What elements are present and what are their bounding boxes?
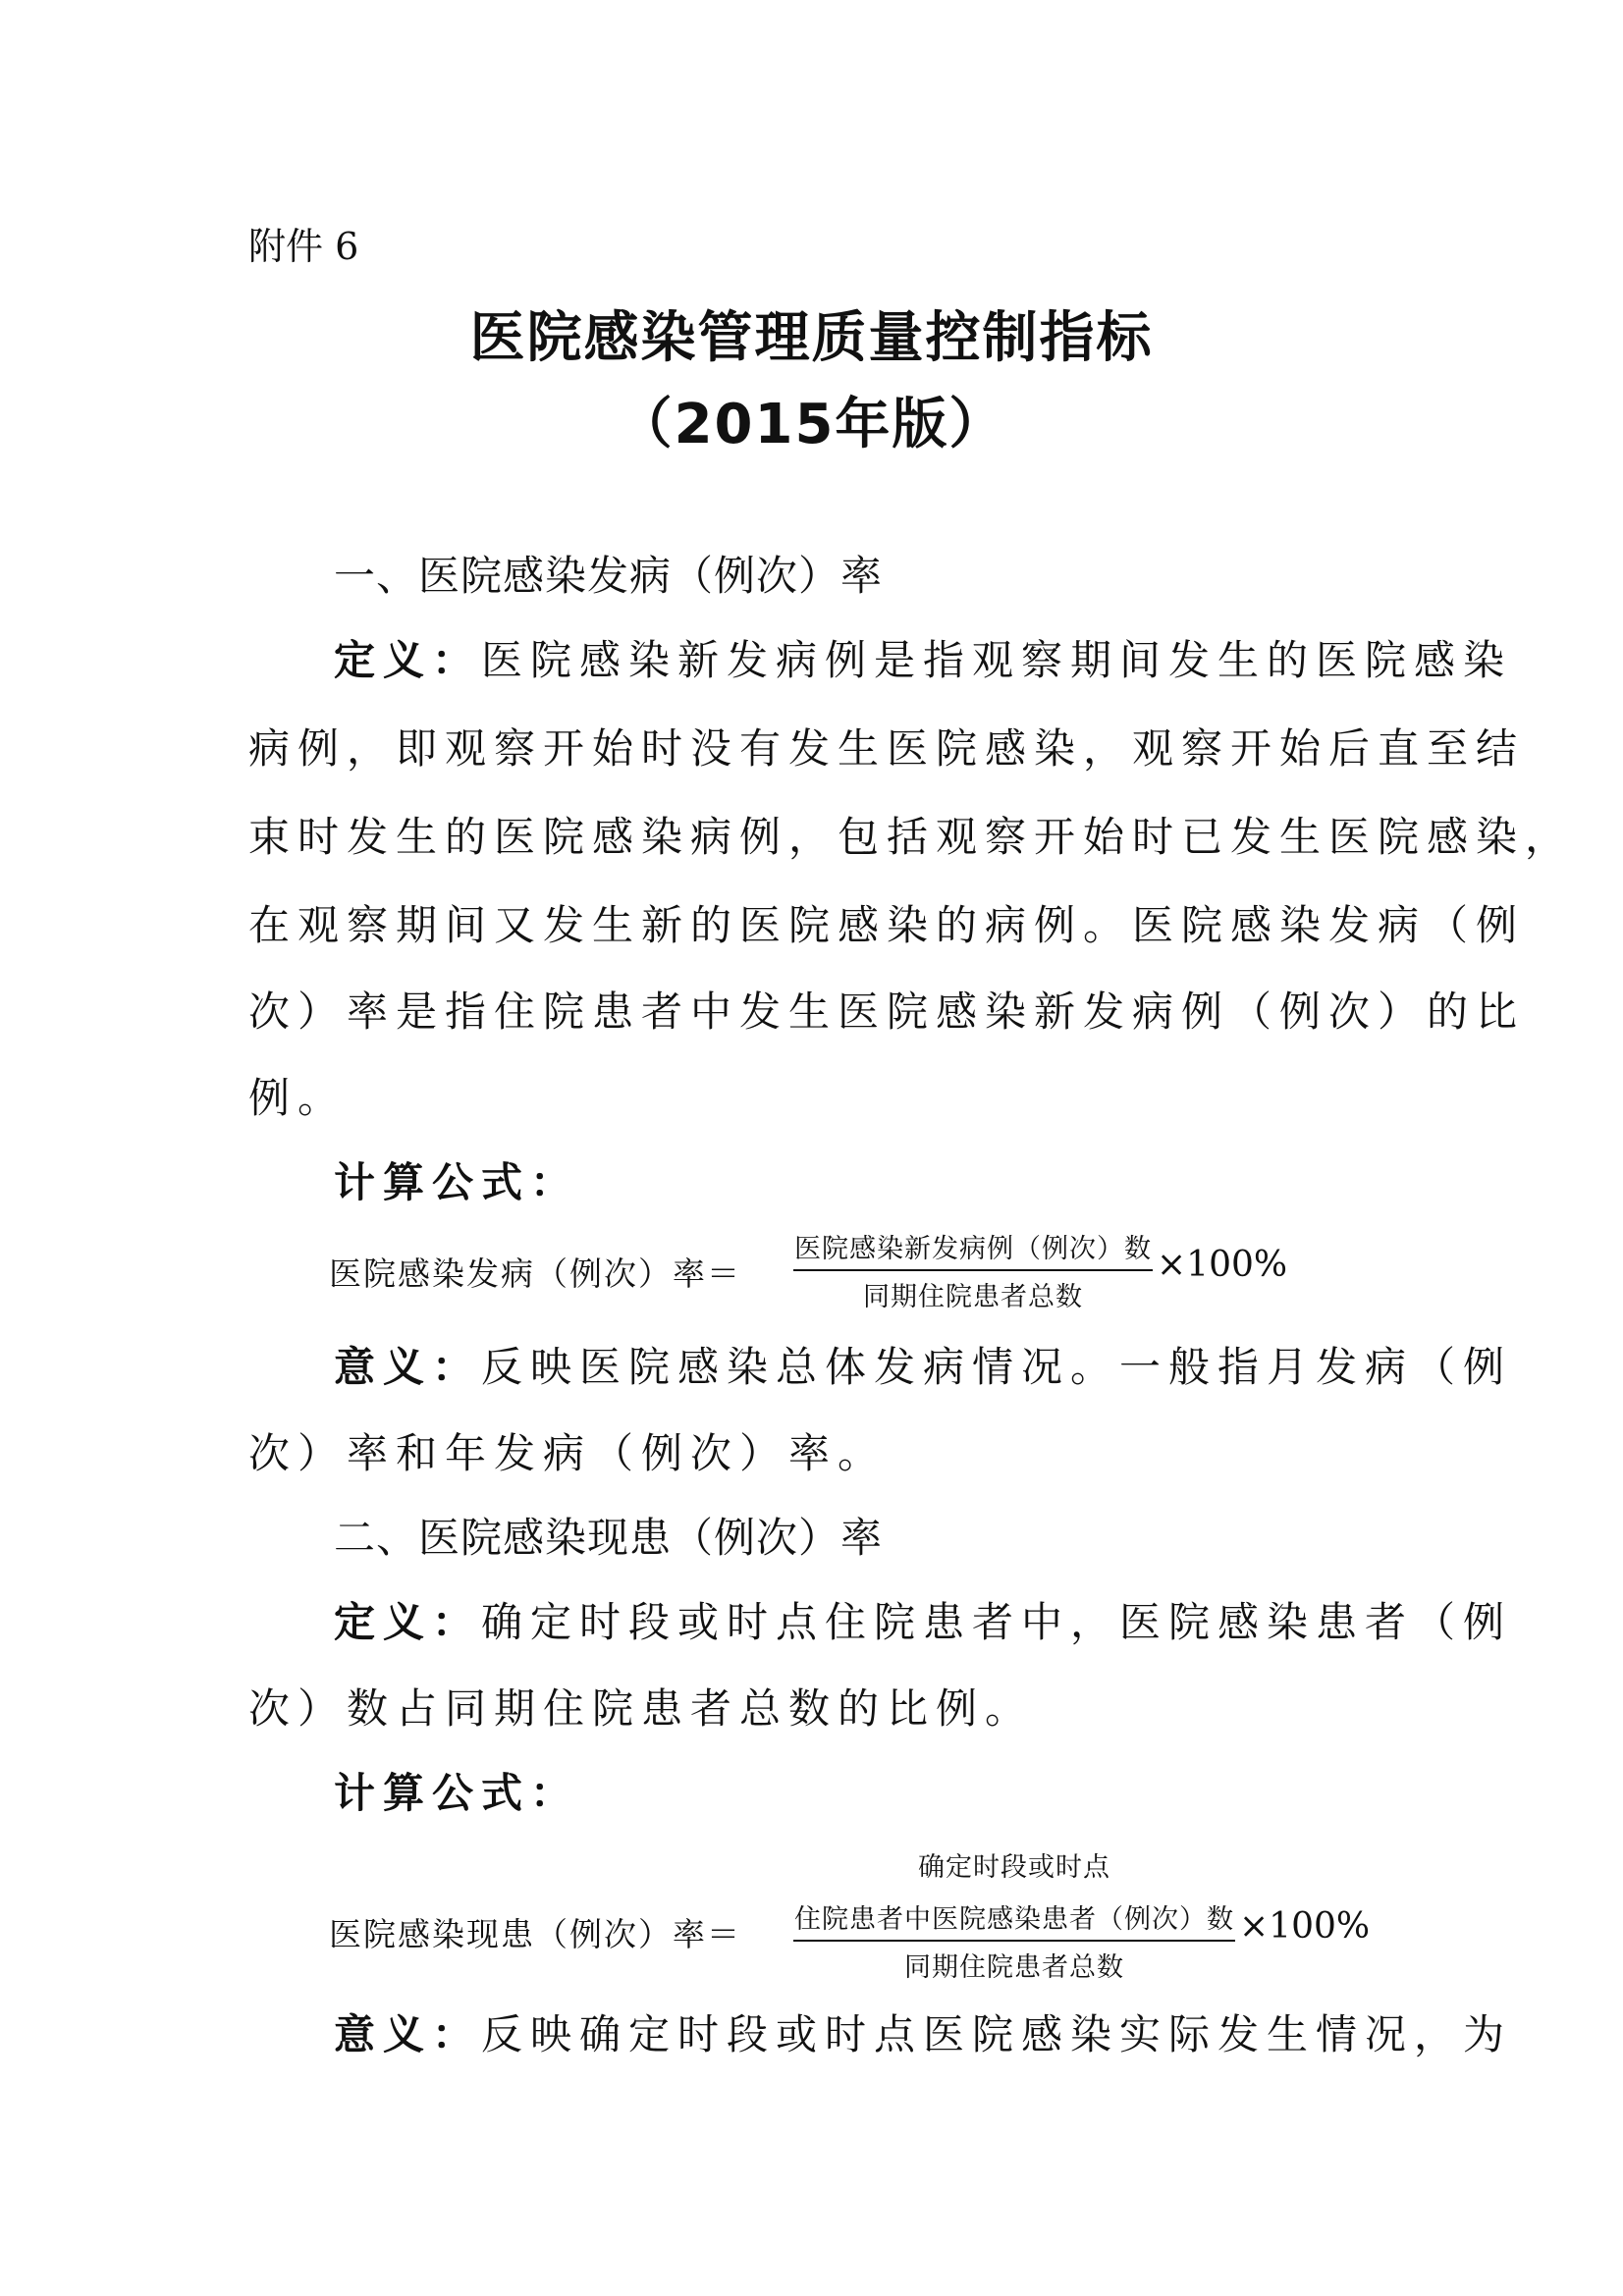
- section2-definition-line-2: 次）数占同期住院患者总数的比例。: [248, 1684, 1035, 1733]
- section2-formula-label: 计算公式：: [334, 1769, 580, 1817]
- section1-meaning-label: 意义：: [334, 1343, 482, 1391]
- section1-meaning-text: 反映医院感染总体发病情况。一般指月发病（例: [481, 1343, 1513, 1391]
- section1-definition-line-5: 次）率是指住院患者中发生医院感染新发病例（例次）的比: [248, 988, 1526, 1036]
- section2-fraction: [793, 1845, 1235, 1984]
- section2-formula-lhs: 医院感染现患（例次）率＝: [329, 1915, 741, 1953]
- section1-definition-line-3: 束时发生的医院感染病例，包括观察开始时已发生医院感染，: [248, 813, 1575, 861]
- section1-fraction-bar: [793, 1269, 1153, 1271]
- section1-denominator: 同期住院患者总数: [863, 1282, 1083, 1312]
- section1-meaning-line-1: [334, 1335, 1512, 1394]
- section2-heading: 二、医院感染现患（例次）率: [334, 1514, 884, 1562]
- section1-meaning-line-2: 次）率和年发病（例次）率。: [248, 1429, 888, 1477]
- section1-numerator: 医院感染新发病例（例次）数: [794, 1234, 1152, 1264]
- section2-definition-line-1: [334, 1590, 1512, 1649]
- section1-formula-lhs: 医院感染发病（例次）率＝: [329, 1255, 741, 1293]
- section2-numerator-top: 确定时段或时点: [918, 1852, 1110, 1883]
- section2-definition-label: 定义：: [334, 1598, 482, 1646]
- section2-definition-text: 确定时段或时点住院患者中，医院感染患者（例: [481, 1598, 1513, 1646]
- document-subtitle: （2015年版）: [617, 393, 1006, 456]
- section2-numerator: 住院患者中医院感染患者（例次）数: [794, 1904, 1234, 1935]
- section1-fraction: [793, 1227, 1153, 1313]
- section2-fraction-bar: [793, 1940, 1235, 1942]
- section1-definition-text: 医院感染新发病例是指观察期间发生的医院感染: [481, 636, 1513, 684]
- section1-definition-line-2: 病例，即观察开始时没有发生医院感染，观察开始后直至结: [248, 724, 1526, 773]
- section2-denominator: 同期住院患者总数: [904, 1952, 1124, 1983]
- section2-multiplier: ×100%: [1239, 1906, 1371, 1947]
- section2-meaning-text: 反映确定时段或时点医院感染实际发生情况，为: [481, 2010, 1513, 2058]
- section2-meaning-label: 意义：: [334, 2010, 482, 2058]
- section1-heading: 一、医院感染发病（例次）率: [334, 552, 884, 600]
- section1-definition-line-6: 例。: [248, 1074, 348, 1122]
- section1-definition-label: 定义：: [334, 636, 482, 684]
- section1-formula-label: 计算公式：: [334, 1158, 580, 1206]
- section1-definition-line-1: [334, 628, 1512, 687]
- attachment-label: 附件 6: [248, 225, 359, 268]
- section1-multiplier: ×100%: [1157, 1245, 1288, 1285]
- section2-meaning-line-1: [334, 2002, 1512, 2061]
- document-title: 医院感染管理质量控制指标: [469, 306, 1154, 370]
- section1-definition-line-4: 在观察期间又发生新的医院感染的病例。医院感染发病（例: [248, 901, 1526, 949]
